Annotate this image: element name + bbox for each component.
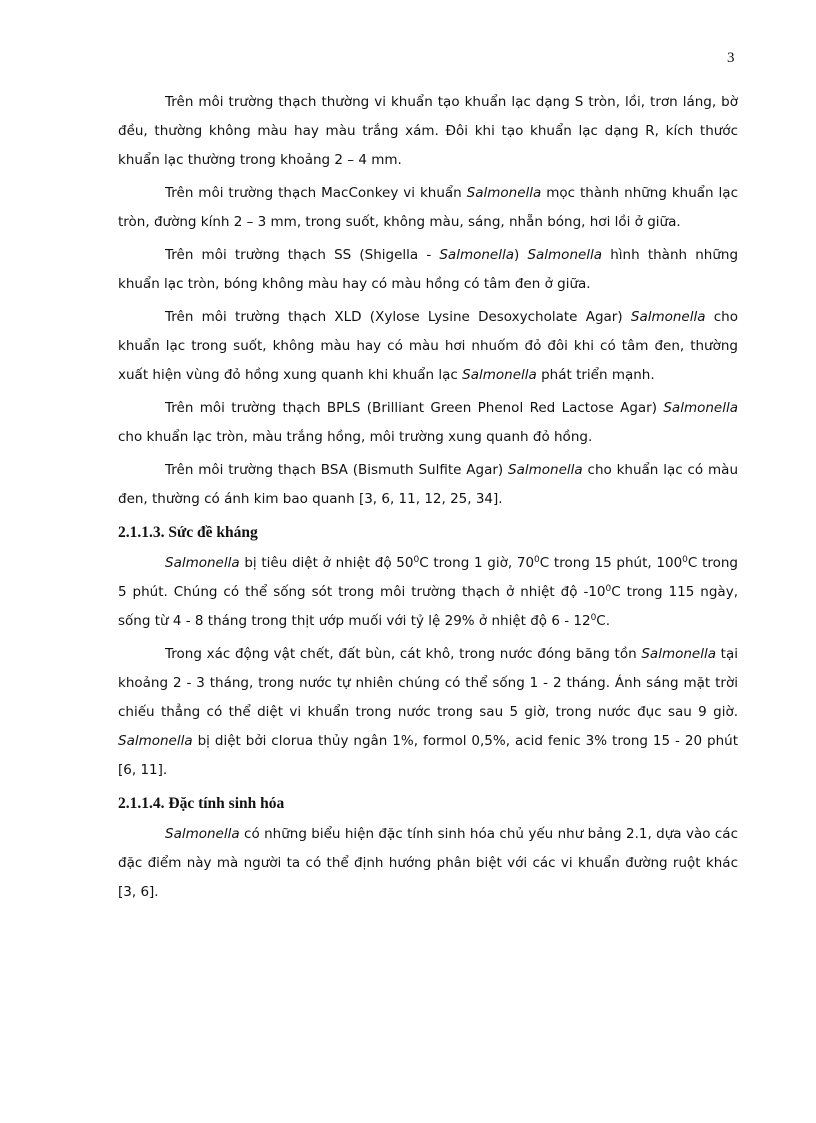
text-run: hình thành những khuẩn lạc tròn, bóng không màu hay có màu hồng có tâm đen ở giữa. [118, 247, 739, 292]
text-run: Trên môi trường thạch BSA (Bismuth Sulfite Agar) [165, 462, 509, 478]
text-run: C. [596, 613, 611, 629]
text-run: mọc thành những khuẩn lạc tròn, đường kính 2 – 3 mm, trong suốt, không màu, sáng, nhẵn bóng, hơi lồi ở giữa. [118, 185, 738, 230]
text-run: Trên môi trường thạch thường vi khuẩn tạo khuẩn lạc dạng S tròn, lồi, trơn láng, bờ đều, thường không màu hay màu trắng xám. Đôi khi tạo khuẩn lạc dạng R, kích thước khuẩn lạc thường trong khoảng 2 – 4 mm. [118, 94, 738, 168]
italic-text: Salmonella [118, 733, 193, 749]
italic-text: Salmonella [165, 826, 240, 842]
text-run: cho khuẩn lạc có màu đen, thường có ánh kim bao quanh [3, 6, 11, 12, 25, 34]. [118, 462, 739, 507]
italic-text: Salmonella [630, 309, 706, 325]
text-run: cho khuẩn lạc trong suốt, không màu hay có màu hơi nhuốm đỏ đôi khi có tâm đen, thường xuất hiện vùng đỏ hồng xung quanh khi khuẩn lạc [118, 309, 738, 383]
superscript: 0 [413, 555, 420, 565]
paragraph [118, 179, 738, 237]
text-run: phát triển mạnh. [536, 367, 655, 383]
section-heading [118, 518, 738, 547]
paragraph [118, 640, 738, 785]
superscript: 0 [682, 555, 688, 565]
text-run: ) [514, 247, 528, 263]
italic-text: Salmonella [165, 555, 240, 571]
page-number: 3 [727, 50, 735, 66]
text-run: có những biểu hiện đặc tính sinh hóa chủ yếu như bảng 2.1, dựa vào các đặc điểm này mà người ta có thể định hướng phân biệt với các vi khuẩn đường ruột khác [3, 6]. [118, 826, 738, 900]
superscript: 0 [534, 555, 540, 565]
text-run: C trong 5 phút. Chúng có thể sống sót trong môi trường thạch ở nhiệt độ -10 [118, 555, 738, 600]
italic-text: Salmonella [663, 400, 738, 416]
paragraph [118, 456, 738, 514]
italic-text: Salmonella [508, 462, 583, 478]
text-run: C trong 115 ngày, sống từ 4 - 8 tháng trong thịt ướp muối với tỷ lệ 29% ở nhiệt độ 6 - 12 [118, 584, 738, 629]
superscript: 0 [605, 584, 612, 594]
text-run: bị tiêu diệt ở nhiệt độ 50 [239, 555, 414, 571]
text-run: bị diệt bởi clorua thủy ngân 1%, formol 0,5%, acid fenic 3% trong 15 - 20 phút [6, 11]. [118, 733, 738, 778]
text-run: C trong 15 phút, 100 [539, 555, 683, 571]
italic-text: Salmonella [462, 367, 537, 383]
paragraph [118, 394, 738, 452]
italic-text: Salmonella [439, 247, 514, 263]
paragraph [118, 88, 738, 175]
text-run: C trong 1 giờ, 70 [419, 555, 535, 571]
italic-text: Salmonella [466, 185, 542, 201]
text-run: 2.1.1.3. Sức đề kháng [118, 524, 258, 541]
section-heading [118, 789, 738, 818]
italic-text: Salmonella [527, 247, 603, 263]
text-run: cho khuẩn lạc tròn, màu trắng hồng, môi trường xung quanh đỏ hồng. [118, 429, 593, 445]
paragraph [118, 549, 738, 636]
text-run: tại khoảng 2 - 3 tháng, trong nước tự nhiên chúng có thể sống 1 - 2 tháng. Ánh sáng mặt trời chiếu thẳng có thể diệt vi khuẩn trong nước trong sau 5 giờ, trong nước đục sau 9 giờ. [118, 646, 739, 720]
text-run: 2.1.1.4. Đặc tính sinh hóa [118, 795, 285, 812]
text-run: Trên môi trường thạch SS (Shigella - [165, 247, 440, 263]
text-run: Trên môi trường thạch XLD (Xylose Lysine Desoxycholate Agar) [165, 309, 631, 325]
document-body [118, 88, 738, 911]
text-run: Trên môi trường thạch BPLS (Brilliant Green Phenol Red Lactose Agar) [165, 400, 664, 416]
paragraph [118, 303, 738, 390]
text-run: Trong xác động vật chết, đất bùn, cát khô, trong nước đóng băng tồn [165, 646, 642, 662]
italic-text: Salmonella [641, 646, 716, 662]
paragraph [118, 820, 738, 907]
superscript: 0 [590, 613, 597, 623]
paragraph [118, 241, 738, 299]
text-run: Trên môi trường thạch MacConkey vi khuẩn [165, 185, 467, 201]
